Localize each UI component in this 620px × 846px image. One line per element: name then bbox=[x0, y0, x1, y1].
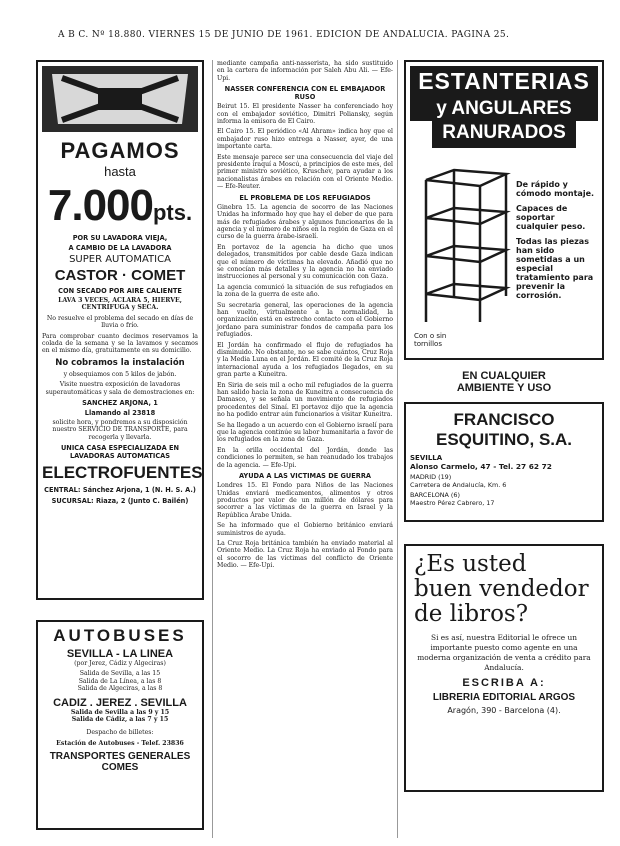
books-q1: ¿Es usted bbox=[414, 551, 527, 577]
news-p11: En la orilla occidental del Jordán, donde las condiciones lo permiten, se han reanudado los trabajos de la agencia. — Efe-Upi. bbox=[217, 446, 393, 469]
est-title3: RANURADOS bbox=[432, 121, 576, 148]
hasta-label: hasta bbox=[104, 164, 136, 179]
bus-s3: Salida de Algeciras, a las 8 bbox=[77, 685, 163, 693]
ad-line6: No resuelve el problema del secado en días de lluvia o frío. bbox=[46, 314, 194, 330]
bus-via1: (por Jerez, Cádiz y Algeciras) bbox=[74, 660, 166, 667]
news-column bbox=[212, 60, 398, 838]
bus-title: AUTOBUSES bbox=[53, 626, 187, 645]
ad-tel1: Llamando al 23818 bbox=[84, 409, 156, 418]
est-b1: De rápido y cómodo montaje. bbox=[516, 180, 595, 198]
firm-c5: BARCELONA (6) bbox=[410, 491, 460, 499]
amount-line bbox=[42, 181, 198, 231]
bus-est: Estación de Autobuses - Telef. 23836 bbox=[56, 739, 184, 747]
firm-name1: FRANCISCO bbox=[453, 410, 555, 429]
news-p1: Beirut 15. El presidente Nasser ha conferenciado hoy con el embajador soviético, Dimitri Poliansky, según informa la emisora de El Cairo. bbox=[217, 103, 393, 126]
news-h2: EL PROBLEMA DE LOS REFUGIADOS bbox=[239, 193, 371, 202]
est-title1: ESTANTERIAS bbox=[410, 66, 598, 97]
firm-c4: Carretera de Andalucía, Km. 6 bbox=[410, 481, 507, 489]
ad-line1: POR SU LAVADORA VIEJA, bbox=[72, 234, 168, 242]
ad-line5: LAVA 3 VECES, ACLARA 5, HIERVE, CENTRIFUGA y SECA. bbox=[58, 297, 182, 312]
washer-logo-icon bbox=[42, 66, 198, 132]
ad-addr1: SANCHEZ ARJONA, 1 bbox=[82, 399, 158, 408]
bus-s4: Salida de Sevilla a las 9 y 15 bbox=[70, 708, 170, 716]
news-p4: Ginebra 15. La agencia de socorro de las Naciones Unidas ha informado hoy que hay el deber de que para más de refugiados árabes y algunos funcionarios de la agencia y el número de niños en la región de Gaza en el curso de la guerra árabe-israelí. bbox=[217, 203, 393, 241]
news-p8: El Jordán ha confirmado el flujo de refugiados ha disminuido. No obstante, no se sabe cuántos, Cruz Roja y la Media Luna en el Jordán. El comité de la Cruz Roja internacional ayuda a los refugiados llegados, en su gran parte a Kuneitra. bbox=[217, 341, 393, 379]
news-p9: En Siria de seis mil a ocho mil refugiados de la guerra han salido hacia la zona de Kuneitra a consecuencia de Damasco, y se señala un movimiento de refugiados procedentes del Sinaí. El portavoz dijo que la agencia no ha podido entrar aún funcionarios a visitar Kuneitra. bbox=[217, 381, 393, 419]
bus-desp: Despacho de billetes: bbox=[86, 729, 154, 737]
news-p5: En portavoz de la agencia ha dicho que unos delegados, transmitidos por cable desde Gaza indican que el número de víctimas ha elevado. Añadió que no se conocían más detalles y la agencia no ha enviado instrucciones al personal y su comunicación con Gaza. bbox=[217, 243, 393, 281]
news-p10: Se ha llegado a un acuerdo con el Gobierno israelí para que la agencia continúe su labor humanitaria a favor de los refugiados en la zona de Gaza. bbox=[217, 421, 393, 444]
firm-c2: Alonso Carmelo, 47 - Tel. 27 62 72 bbox=[410, 462, 552, 471]
bus-s2: Salida de La Línea, a las 8 bbox=[78, 677, 162, 685]
washer-illustration bbox=[42, 66, 198, 132]
bus-s1: Salida de Sevilla, a las 15 bbox=[79, 670, 161, 678]
bus-company: TRANSPORTES GENERALES COMES bbox=[49, 751, 191, 774]
ad-line9: Visite nuestra exposición de lavadoras superautomáticas y sala de demostraciones en: bbox=[45, 381, 195, 396]
bus-s5: Salida de Cádiz, a las 7 y 15 bbox=[71, 716, 169, 724]
ad-line7: Para comprobar cuanto decimos reservamos la colada de la semana y se la lavamos y secamos en el mismo día, gratuitamente en su domicilio. bbox=[42, 332, 198, 355]
ad-central: CENTRAL: Sánchez Arjona, 1 (N. H. S. A.) bbox=[44, 486, 196, 495]
firm-c3: MADRID (19) bbox=[410, 473, 452, 481]
est-b2: Capaces de soportar cualquier peso. bbox=[516, 204, 586, 231]
books-q2: buen vendedor bbox=[414, 576, 589, 602]
cualquier-line1: EN CUALQUIER bbox=[462, 370, 546, 382]
shelving-ad bbox=[404, 60, 604, 360]
firm-c1: SEVILLA bbox=[410, 454, 443, 462]
firm-c6: Maestro Pérez Cabrero, 17 bbox=[410, 499, 495, 507]
est-bullets bbox=[516, 180, 598, 300]
ad-line4: CON SECADO POR AIRE CALIENTE bbox=[58, 287, 182, 295]
ad-line11: UNICA CASA ESPECIALIZADA EN LAVADORAS AUTOMATICAS bbox=[60, 444, 180, 461]
no-cobramos: No cobramos la instalación bbox=[55, 357, 185, 368]
news-p3: Este mensaje parece ser una consecuencia del viaje del presidente iraquí a Moscú, a principios de este mes, del primer ministro soviético, Kruschev, para ayudar a los nacionalistas árabes en relación con el Oriente Medio. — Efe-Reuter. bbox=[217, 153, 393, 191]
news-p2: El Cairo 15. El periódico «Al Ahram» indica hoy que el embajador ruso hizo entrega a Nasser, ayer, de una importante carta. bbox=[217, 128, 393, 151]
books-escriba: ESCRIBA A: bbox=[462, 677, 546, 689]
ad-line8: y obsequiamos con 5 kilos de jabón. bbox=[63, 370, 177, 378]
page-header: A B C. Nº 18.880. VIERNES 15 DE JUNIO DE 1961. EDICION DE ANDALUCIA. PAGINA 25. bbox=[58, 30, 510, 40]
news-p6: La agencia comunicó la situación de sus refugiados en la zona de la guerra de este año. bbox=[217, 283, 393, 299]
books-ad bbox=[404, 544, 604, 792]
pagamos-heading: PAGAMOS bbox=[60, 138, 180, 163]
est-b3: Todas las piezas han sido sometidas a un especial tratamiento para prevenir la corrosión. bbox=[516, 237, 594, 300]
amount-value: 7.000 bbox=[47, 181, 153, 230]
left-column bbox=[36, 60, 204, 830]
news-h1: NASSER CONFERENCIA CON EL EMBAJADOR RUSO bbox=[224, 85, 386, 102]
bus-ad bbox=[36, 620, 204, 830]
books-text: Si es así, nuestra Editorial le ofrece un importante puesto como agente en una moderna organización de venta a crédito para Andalucía. bbox=[417, 633, 591, 672]
news-p12: Londres 15. El Fondo para Niños de las Naciones Unidas enviará medicamentos, alimentos y otros productos por valor de un millón de dólares para socorrer a las víctimas de la guerra en Israel y la República Árabe Unida. bbox=[217, 482, 393, 519]
news-h3: AYUDA A LAS VICTIMAS DE GUERRA bbox=[238, 472, 372, 481]
est-con: Con o sin tornillos bbox=[414, 332, 447, 348]
news-p14: La Cruz Roja británica también ha enviado material al Oriente Medio. La Cruz Roja ha enviado al Fondo para el socorro de las víctimas del conflicto de Oriente Medio. — Efe-Upi. bbox=[217, 539, 393, 570]
firm-name2: ESQUITINO, S.A. bbox=[435, 430, 573, 449]
ad-sucursal: SUCURSAL: Riaza, 2 (Junto C. Bailén) bbox=[51, 497, 189, 506]
books-q3: de libros? bbox=[414, 601, 529, 627]
news-p13: Se ha informado que el Gobierno británico enviará suministros de ayuda. bbox=[217, 522, 393, 537]
ad-line2: A CAMBIO DE LA LAVADORA bbox=[68, 244, 172, 252]
brand-electrofuentes: ELECTROFUENTES bbox=[42, 463, 203, 483]
right-column bbox=[404, 60, 604, 792]
books-lib: LIBRERIA EDITORIAL ARGOS bbox=[432, 692, 576, 703]
news-p7: Su secretaria general, las operaciones de la agencia han vuelto, virtualmente a la normalidad, la organización está en estrecho contacto con el Gobierno jordano para suministrar fondos de campaña para los refugiados. bbox=[217, 301, 393, 339]
shelf-illustration-icon bbox=[418, 166, 514, 326]
brand-castor: CASTOR · COMET bbox=[54, 267, 186, 284]
cualquier-line2: AMBIENTE Y USO bbox=[456, 382, 552, 394]
est-title2: y ANGULARES bbox=[410, 97, 598, 121]
washer-ad bbox=[36, 60, 204, 600]
firm-ad bbox=[404, 402, 604, 522]
bus-route1: SEVILLA - LA LINEA bbox=[66, 648, 174, 660]
amount-unit: pts. bbox=[152, 200, 193, 225]
news-p0: mediante campaña anti-nasserista, ha sido sustituido en la cartera de información por Saleh Abu Ali. — Efe-Upi. bbox=[217, 60, 393, 82]
ad-line10: solicite hora, y pondremos a su disposición nuestro SERVICIO DE TRANSPORTE, para recogerla y llevarla. bbox=[52, 419, 188, 441]
ad-line3: SUPER AUTOMATICA bbox=[69, 254, 171, 265]
books-addr: Aragón, 390 - Barcelona (4). bbox=[447, 706, 561, 715]
bus-route2: CADIZ . JEREZ . SEVILLA bbox=[53, 696, 187, 709]
